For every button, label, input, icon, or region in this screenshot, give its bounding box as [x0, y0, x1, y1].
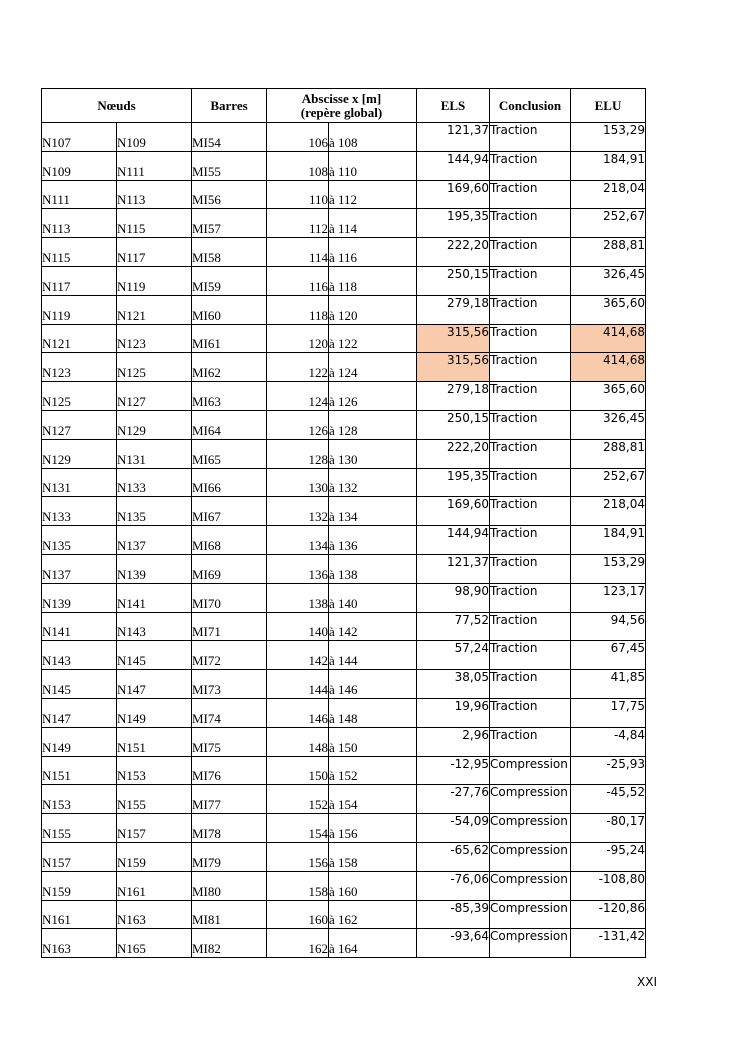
cell-x-from: 132	[267, 497, 329, 526]
cell-x-from: 138	[267, 583, 329, 612]
table-row	[42, 123, 646, 152]
cell-elu: 67,45	[571, 641, 646, 670]
cell-els: 2,96	[417, 727, 490, 756]
cell-node-end: N147	[117, 670, 192, 699]
cell-node-end: N129	[117, 410, 192, 439]
cell-node-start: N153	[42, 785, 117, 814]
cell-conclusion: Traction	[490, 410, 571, 439]
table-row	[42, 497, 646, 526]
cell-x-to: à 118	[329, 266, 417, 295]
header-abscisse-line1: Abscisse x [m]	[301, 90, 382, 106]
cell-elu: 252,67	[571, 209, 646, 238]
cell-node-end: N161	[117, 871, 192, 900]
cell-x-to: à 132	[329, 468, 417, 497]
cell-els: -12,95	[417, 756, 490, 785]
cell-bar: MI57	[192, 209, 267, 238]
table-row	[42, 353, 646, 382]
cell-els: 144,94	[417, 151, 490, 180]
cell-bar: MI67	[192, 497, 267, 526]
cell-x-from: 160	[267, 900, 329, 929]
cell-bar: MI54	[192, 123, 267, 152]
table-row	[42, 209, 646, 238]
table-row	[42, 814, 646, 843]
table-header-row	[42, 89, 646, 123]
cell-x-from: 106	[267, 123, 329, 152]
cell-node-start: N163	[42, 929, 117, 958]
cell-elu: -95,24	[571, 842, 646, 871]
cell-node-start: N141	[42, 612, 117, 641]
cell-x-to: à 140	[329, 583, 417, 612]
cell-els: 315,56	[417, 353, 490, 382]
header-noeuds: Nœuds	[42, 89, 192, 123]
cell-conclusion: Traction	[490, 238, 571, 267]
cell-els: 315,56	[417, 324, 490, 353]
table-row	[42, 468, 646, 497]
cell-node-end: N127	[117, 382, 192, 411]
cell-conclusion: Traction	[490, 468, 571, 497]
table-row	[42, 612, 646, 641]
table-row	[42, 929, 646, 958]
cell-conclusion: Traction	[490, 382, 571, 411]
cell-bar: MI81	[192, 900, 267, 929]
cell-node-start: N149	[42, 727, 117, 756]
cell-conclusion: Compression	[490, 900, 571, 929]
cell-x-to: à 114	[329, 209, 417, 238]
cell-bar: MI64	[192, 410, 267, 439]
table-row	[42, 266, 646, 295]
cell-x-to: à 136	[329, 526, 417, 555]
cell-elu: 326,45	[571, 410, 646, 439]
cell-bar: MI68	[192, 526, 267, 555]
cell-els: 250,15	[417, 410, 490, 439]
cell-elu: -25,93	[571, 756, 646, 785]
cell-bar: MI73	[192, 670, 267, 699]
cell-elu: -131,42	[571, 929, 646, 958]
header-conclusion: Conclusion	[490, 89, 571, 123]
cell-elu: 365,60	[571, 382, 646, 411]
cell-x-from: 142	[267, 641, 329, 670]
cell-node-start: N157	[42, 842, 117, 871]
cell-bar: MI80	[192, 871, 267, 900]
cell-conclusion: Traction	[490, 698, 571, 727]
cell-x-from: 156	[267, 842, 329, 871]
cell-conclusion: Compression	[490, 814, 571, 843]
cell-x-from: 116	[267, 266, 329, 295]
cell-x-from: 154	[267, 814, 329, 843]
cell-node-start: N109	[42, 151, 117, 180]
cell-elu: 17,75	[571, 698, 646, 727]
cell-node-start: N139	[42, 583, 117, 612]
cell-els: -85,39	[417, 900, 490, 929]
cell-bar: MI82	[192, 929, 267, 958]
cell-x-from: 128	[267, 439, 329, 468]
cell-node-end: N157	[117, 814, 192, 843]
table-row	[42, 756, 646, 785]
cell-x-to: à 162	[329, 900, 417, 929]
cell-node-end: N131	[117, 439, 192, 468]
cell-x-to: à 158	[329, 842, 417, 871]
cell-conclusion: Traction	[490, 123, 571, 152]
cell-elu: 153,29	[571, 123, 646, 152]
cell-node-start: N111	[42, 180, 117, 209]
header-els: ELS	[417, 89, 490, 123]
cell-node-start: N119	[42, 295, 117, 324]
cell-node-end: N111	[117, 151, 192, 180]
cell-conclusion: Traction	[490, 266, 571, 295]
cell-node-end: N113	[117, 180, 192, 209]
cell-node-end: N117	[117, 238, 192, 267]
cell-node-start: N107	[42, 123, 117, 152]
cell-els: 195,35	[417, 209, 490, 238]
cell-node-end: N163	[117, 900, 192, 929]
cell-conclusion: Traction	[490, 324, 571, 353]
cell-conclusion: Traction	[490, 353, 571, 382]
cell-conclusion: Traction	[490, 641, 571, 670]
cell-node-start: N145	[42, 670, 117, 699]
cell-node-start: N143	[42, 641, 117, 670]
cell-els: 77,52	[417, 612, 490, 641]
cell-elu: 326,45	[571, 266, 646, 295]
table-row	[42, 526, 646, 555]
cell-node-start: N121	[42, 324, 117, 353]
cell-els: 279,18	[417, 295, 490, 324]
cell-node-end: N125	[117, 353, 192, 382]
cell-x-to: à 110	[329, 151, 417, 180]
cell-node-start: N127	[42, 410, 117, 439]
cell-x-from: 152	[267, 785, 329, 814]
cell-conclusion: Traction	[490, 209, 571, 238]
cell-node-end: N151	[117, 727, 192, 756]
cell-node-end: N121	[117, 295, 192, 324]
cell-bar: MI56	[192, 180, 267, 209]
cell-x-to: à 154	[329, 785, 417, 814]
cell-node-start: N147	[42, 698, 117, 727]
cell-node-end: N137	[117, 526, 192, 555]
cell-els: 38,05	[417, 670, 490, 699]
cell-x-from: 108	[267, 151, 329, 180]
cell-node-end: N139	[117, 554, 192, 583]
cell-conclusion: Traction	[490, 439, 571, 468]
table-row	[42, 324, 646, 353]
cell-els: 169,60	[417, 497, 490, 526]
cell-bar: MI65	[192, 439, 267, 468]
cell-conclusion: Compression	[490, 785, 571, 814]
cell-node-end: N123	[117, 324, 192, 353]
cell-node-start: N125	[42, 382, 117, 411]
table-row	[42, 583, 646, 612]
cell-x-from: 122	[267, 353, 329, 382]
cell-x-to: à 148	[329, 698, 417, 727]
cell-bar: MI77	[192, 785, 267, 814]
cell-x-from: 110	[267, 180, 329, 209]
cell-x-to: à 126	[329, 382, 417, 411]
cell-els: 222,20	[417, 238, 490, 267]
cell-conclusion: Traction	[490, 295, 571, 324]
cell-x-from: 130	[267, 468, 329, 497]
cell-x-to: à 116	[329, 238, 417, 267]
cell-node-start: N155	[42, 814, 117, 843]
cell-x-to: à 144	[329, 641, 417, 670]
cell-elu: 288,81	[571, 238, 646, 267]
cell-x-to: à 124	[329, 353, 417, 382]
cell-x-from: 140	[267, 612, 329, 641]
cell-node-end: N145	[117, 641, 192, 670]
cell-node-start: N115	[42, 238, 117, 267]
cell-x-from: 150	[267, 756, 329, 785]
cell-x-from: 144	[267, 670, 329, 699]
cell-bar: MI63	[192, 382, 267, 411]
cell-conclusion: Traction	[490, 612, 571, 641]
cell-els: -54,09	[417, 814, 490, 843]
table-row	[42, 238, 646, 267]
cell-els: 98,90	[417, 583, 490, 612]
page-number: XXI	[637, 975, 657, 989]
table-row	[42, 785, 646, 814]
cell-conclusion: Traction	[490, 583, 571, 612]
cell-x-to: à 146	[329, 670, 417, 699]
cell-node-start: N117	[42, 266, 117, 295]
table-body	[42, 123, 646, 958]
cell-x-to: à 120	[329, 295, 417, 324]
cell-x-to: à 138	[329, 554, 417, 583]
cell-x-from: 118	[267, 295, 329, 324]
cell-els: -93,64	[417, 929, 490, 958]
table-row	[42, 871, 646, 900]
cell-x-from: 114	[267, 238, 329, 267]
cell-node-start: N159	[42, 871, 117, 900]
cell-bar: MI55	[192, 151, 267, 180]
cell-elu: -4,84	[571, 727, 646, 756]
cell-elu: -45,52	[571, 785, 646, 814]
cell-node-start: N137	[42, 554, 117, 583]
cell-elu: -108,80	[571, 871, 646, 900]
cell-x-to: à 156	[329, 814, 417, 843]
cell-elu: 218,04	[571, 497, 646, 526]
cell-bar: MI75	[192, 727, 267, 756]
cell-node-start: N123	[42, 353, 117, 382]
cell-bar: MI71	[192, 612, 267, 641]
cell-x-to: à 128	[329, 410, 417, 439]
cell-els: 121,37	[417, 554, 490, 583]
cell-node-end: N155	[117, 785, 192, 814]
header-elu: ELU	[571, 89, 646, 123]
cell-x-to: à 130	[329, 439, 417, 468]
table-row	[42, 180, 646, 209]
cell-node-start: N133	[42, 497, 117, 526]
cell-conclusion: Compression	[490, 929, 571, 958]
cell-conclusion: Traction	[490, 727, 571, 756]
cell-elu: -120,86	[571, 900, 646, 929]
cell-x-from: 162	[267, 929, 329, 958]
cell-elu: 184,91	[571, 526, 646, 555]
cell-conclusion: Compression	[490, 871, 571, 900]
cell-node-start: N129	[42, 439, 117, 468]
cell-elu: -80,17	[571, 814, 646, 843]
cell-elu: 184,91	[571, 151, 646, 180]
cell-node-end: N153	[117, 756, 192, 785]
cell-els: 250,15	[417, 266, 490, 295]
cell-els: 121,37	[417, 123, 490, 152]
table-row	[42, 410, 646, 439]
cell-node-end: N109	[117, 123, 192, 152]
table-row	[42, 295, 646, 324]
table-row	[42, 439, 646, 468]
cell-els: 222,20	[417, 439, 490, 468]
table-row	[42, 842, 646, 871]
table-row	[42, 151, 646, 180]
table-row	[42, 641, 646, 670]
cell-elu: 414,68	[571, 353, 646, 382]
cell-elu: 123,17	[571, 583, 646, 612]
header-abscisse-line2: (repère global)	[300, 104, 383, 120]
cell-conclusion: Compression	[490, 756, 571, 785]
cell-elu: 94,56	[571, 612, 646, 641]
cell-x-to: à 112	[329, 180, 417, 209]
cell-els: 195,35	[417, 468, 490, 497]
table-row	[42, 698, 646, 727]
cell-bar: MI76	[192, 756, 267, 785]
table-row	[42, 900, 646, 929]
cell-els: 169,60	[417, 180, 490, 209]
cell-x-from: 136	[267, 554, 329, 583]
cell-x-to: à 142	[329, 612, 417, 641]
cell-bar: MI79	[192, 842, 267, 871]
header-abscisse	[267, 89, 417, 123]
table-row	[42, 554, 646, 583]
cell-conclusion: Traction	[490, 151, 571, 180]
cell-x-from: 124	[267, 382, 329, 411]
cell-conclusion: Traction	[490, 180, 571, 209]
table-row	[42, 382, 646, 411]
cell-node-end: N141	[117, 583, 192, 612]
cell-x-to: à 122	[329, 324, 417, 353]
cell-x-to: à 160	[329, 871, 417, 900]
cell-node-start: N151	[42, 756, 117, 785]
cell-node-end: N149	[117, 698, 192, 727]
cell-node-end: N115	[117, 209, 192, 238]
cell-x-from: 158	[267, 871, 329, 900]
cell-conclusion: Traction	[490, 497, 571, 526]
cell-bar: MI61	[192, 324, 267, 353]
cell-elu: 365,60	[571, 295, 646, 324]
cell-node-end: N143	[117, 612, 192, 641]
cell-x-to: à 150	[329, 727, 417, 756]
cell-bar: MI72	[192, 641, 267, 670]
cell-node-end: N133	[117, 468, 192, 497]
cell-els: 19,96	[417, 698, 490, 727]
cell-elu: 288,81	[571, 439, 646, 468]
cell-bar: MI60	[192, 295, 267, 324]
cell-elu: 41,85	[571, 670, 646, 699]
cell-bar: MI78	[192, 814, 267, 843]
cell-x-from: 120	[267, 324, 329, 353]
cell-x-from: 148	[267, 727, 329, 756]
cell-x-from: 112	[267, 209, 329, 238]
cell-x-from: 146	[267, 698, 329, 727]
cell-elu: 252,67	[571, 468, 646, 497]
cell-elu: 414,68	[571, 324, 646, 353]
cell-node-end: N135	[117, 497, 192, 526]
cell-bar: MI58	[192, 238, 267, 267]
cell-x-from: 134	[267, 526, 329, 555]
cell-node-end: N159	[117, 842, 192, 871]
cell-x-to: à 152	[329, 756, 417, 785]
cell-bar: MI66	[192, 468, 267, 497]
cell-node-start: N161	[42, 900, 117, 929]
cell-bar: MI74	[192, 698, 267, 727]
cell-bar: MI59	[192, 266, 267, 295]
table-row	[42, 670, 646, 699]
cell-els: 57,24	[417, 641, 490, 670]
cell-bar: MI62	[192, 353, 267, 382]
cell-els: -65,62	[417, 842, 490, 871]
cell-x-to: à 134	[329, 497, 417, 526]
cell-node-start: N131	[42, 468, 117, 497]
cell-x-to: à 108	[329, 123, 417, 152]
cell-node-end: N119	[117, 266, 192, 295]
cell-bar: MI69	[192, 554, 267, 583]
cell-node-start: N135	[42, 526, 117, 555]
cell-els: 144,94	[417, 526, 490, 555]
cell-conclusion: Traction	[490, 670, 571, 699]
cell-bar: MI70	[192, 583, 267, 612]
cell-x-from: 126	[267, 410, 329, 439]
cell-node-start: N113	[42, 209, 117, 238]
cell-conclusion: Traction	[490, 526, 571, 555]
cell-elu: 153,29	[571, 554, 646, 583]
cell-els: -27,76	[417, 785, 490, 814]
cell-x-to: à 164	[329, 929, 417, 958]
cell-conclusion: Compression	[490, 842, 571, 871]
cell-els: -76,06	[417, 871, 490, 900]
cell-node-end: N165	[117, 929, 192, 958]
results-table	[41, 88, 646, 958]
header-barres: Barres	[192, 89, 267, 123]
cell-conclusion: Traction	[490, 554, 571, 583]
cell-elu: 218,04	[571, 180, 646, 209]
table-row	[42, 727, 646, 756]
cell-els: 279,18	[417, 382, 490, 411]
